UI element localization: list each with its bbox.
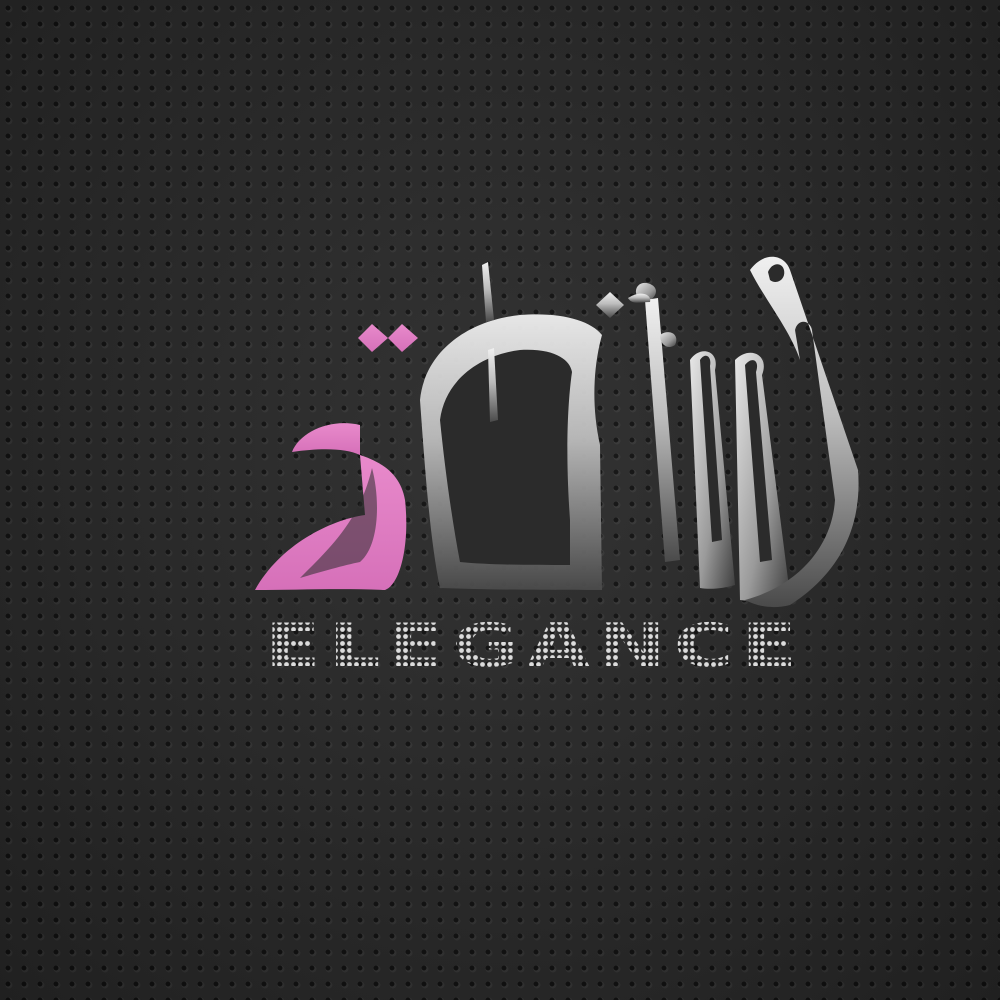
silver-letter-lam-alif [636,257,859,607]
english-wordmark [255,612,815,682]
pink-letter-taa [255,324,418,590]
silver-letter-noon [420,262,624,590]
